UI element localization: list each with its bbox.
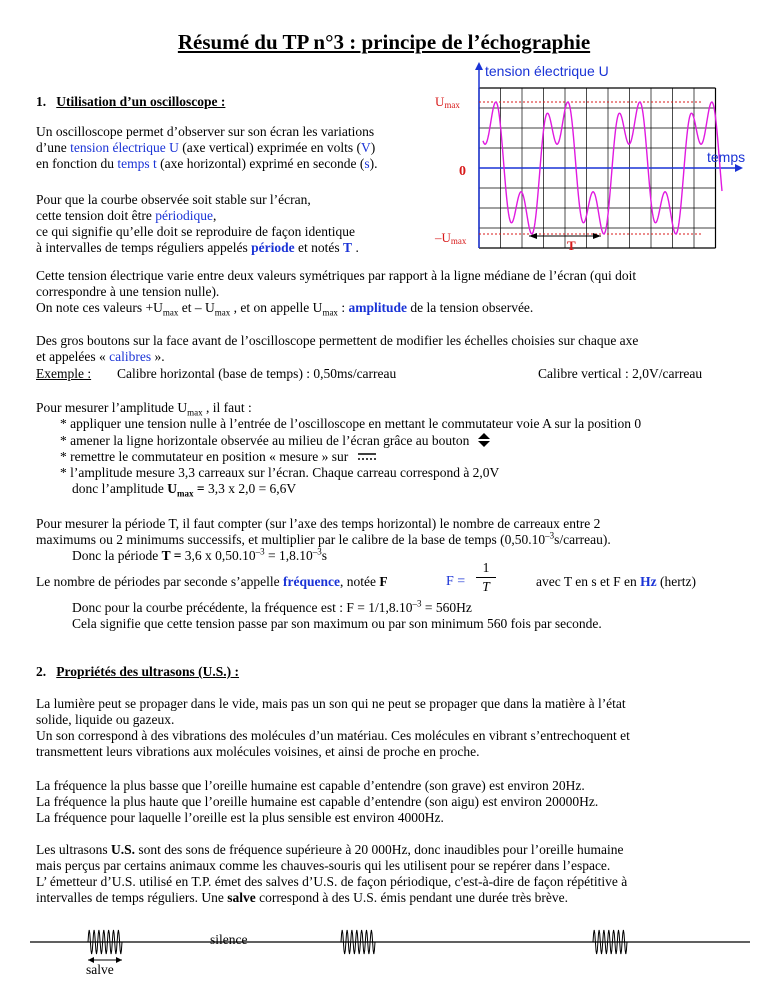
section2-title: Propriétés des ultrasons (U.S.) : — [56, 664, 239, 679]
vertical-axis-arrow-icon — [475, 62, 483, 70]
list-item: * amener la ligne horizontale observée au milieu de l’écran grâce au bouton — [60, 432, 641, 449]
burst — [88, 930, 122, 954]
time-axis-arrow-icon — [735, 164, 743, 172]
ylabel: tension électrique U — [485, 63, 609, 79]
burst — [341, 930, 375, 954]
list-item: * appliquer une tension nulle à l’entrée de l’oscilloscope en mettant le commutateur voie A sur la position 0 — [60, 416, 642, 431]
list-item: * l’amplitude mesure 3,3 carreaux sur l’écran. Chaque carreau correspond à 2,0V — [60, 465, 500, 480]
section2-number: 2. — [36, 664, 47, 679]
dc-symbol-icon — [356, 450, 378, 462]
section1-title: Utilisation d’un oscilloscope : — [56, 94, 226, 109]
oscilloscope-intro: Un oscilloscope permet d’observer sur son écran les variations d’une tension électrique U (axe vertical) exprimée en volts (V) en fonction du temps t (axe horizontal) exprimé en seconde (s). — [36, 124, 378, 171]
up-down-arrow-icon — [477, 432, 491, 448]
amplitude-paragraph: Cette tension électrique varie entre deux valeurs symétriques par rapport à la ligne médiane de l’écran (qui doit correspondre à une tension nulle). On note ces valeurs $+U_{max}$ et – $U_{max}$ , et on appelle $U_{max}$ : amplitude de la tension observée. — [36, 268, 637, 318]
section2-heading — [36, 664, 239, 680]
umax-label: Umax — [435, 94, 460, 110]
period-label: T — [567, 238, 576, 253]
sound-propagation: La lumière peut se propager dans le vide, mais pas un son qui ne peut se propager que dans la matière à l’état solide, liquide ou gazeux. Un son correspond à des vibrations des molécules d’un matériau. Ces molécules en vibrant s’entrechoquent et transmettent leurs vibrations aux molécules voisines, et ainsi de proche en proche. — [36, 696, 630, 759]
measure-amplitude: Pour mesurer l’amplitude $U_{max}$ , il faut : — [36, 400, 252, 418]
neg-umax-label: –Umax — [435, 230, 467, 246]
list-item: * remettre le commutateur en position « mesure » sur — [60, 449, 641, 465]
zero-label: 0 — [459, 164, 466, 179]
periodic-paragraph: Pour que la courbe observée soit stable sur l’écran, cette tension doit être périodique, ce qui signifie qu’elle doit se reproduire de façon identique à intervalles de temps réguliers appelés période et notés T . — [36, 192, 359, 255]
example-horizontal: Calibre horizontal (base de temps) : 0,50ms/carreau — [117, 366, 397, 381]
example-vertical: Calibre vertical : 2,0V/carreau — [538, 366, 703, 381]
silence-label: silence — [210, 932, 248, 947]
ultrasound-paragraph: Les ultrasons U.S. sont des sons de fréquence supérieure à 20 000Hz, donc inaudibles pour l’oreille humaine mais perçus par certains animaux comme les chauves-souris qui les utilisent pour se repérer dans l’espace. L’ émetteur d’U.S. utilisé en T.P. émet des salves d’U.S. de façon périodique, c'est-à-dire de façon répétitive à intervalles de temps réguliers. Une salve correspond à des U.S. émis pendant une durée très brève. — [36, 842, 628, 905]
frequency-formula: F = 1 T — [446, 560, 516, 598]
fraction-bar — [476, 577, 496, 578]
calibres-paragraph: Des gros boutons sur la face avant de l’oscilloscope permettent de modifier les échelles choisies sur chaque axe et appelées « calibres ». — [36, 333, 639, 364]
burst — [593, 930, 627, 954]
xlabel: temps — [707, 149, 746, 165]
salve-label: salve — [86, 962, 114, 974]
period-paragraph: Pour mesurer la période T, il faut compter (sur l’axe des temps horizontal) le nombre de carreaux entre 2 maximums ou 2 minimums successifs, et multiplier par le calibre de la base de temps $(0,50.10^{-3}s/carreau)$. Donc la période T = 3,6 x $0,50.10^{-3} = 1,8.10^{-3}s$ — [36, 516, 611, 563]
frequency-units: avec T en s et F en Hz (hertz) — [536, 574, 696, 589]
section1-number: 1. — [36, 94, 47, 109]
example-label: Exemple : — [36, 366, 92, 381]
page-title: Résumé du TP n°3 : principe de l’échographie — [177, 30, 591, 54]
salve-arrow-right-icon — [116, 957, 122, 963]
frequency-definition: Le nombre de périodes par seconde s’appelle fréquence, notée F — [36, 574, 388, 589]
amplitude-result: donc l’amplitude $U_{max} = 3,3$ x 2,0 = 6,6V — [72, 481, 297, 499]
oscilloscope-screen — [425, 58, 755, 258]
amplitude-steps — [60, 416, 641, 497]
bursts-diagram — [30, 924, 750, 974]
audible-frequencies: La fréquence la plus basse que l’oreille humaine est capable d’entendre (son grave) est environ 20Hz. La fréquence la plus haute que l’oreille humaine est capable d’entendre (son aigu) est environ 20000Hz. La fréquence pour laquelle l’oreille est la plus sensible est environ 4000Hz. — [36, 778, 599, 825]
frequency-result: Donc pour la courbe précédente, la fréquence est : $F = 1/1,8.10^{-3} = 560Hz$ Cela signifie que cette tension passe par son maximum ou par son minimum 560 fois par seconde. — [72, 598, 602, 631]
section1-heading — [36, 94, 225, 110]
